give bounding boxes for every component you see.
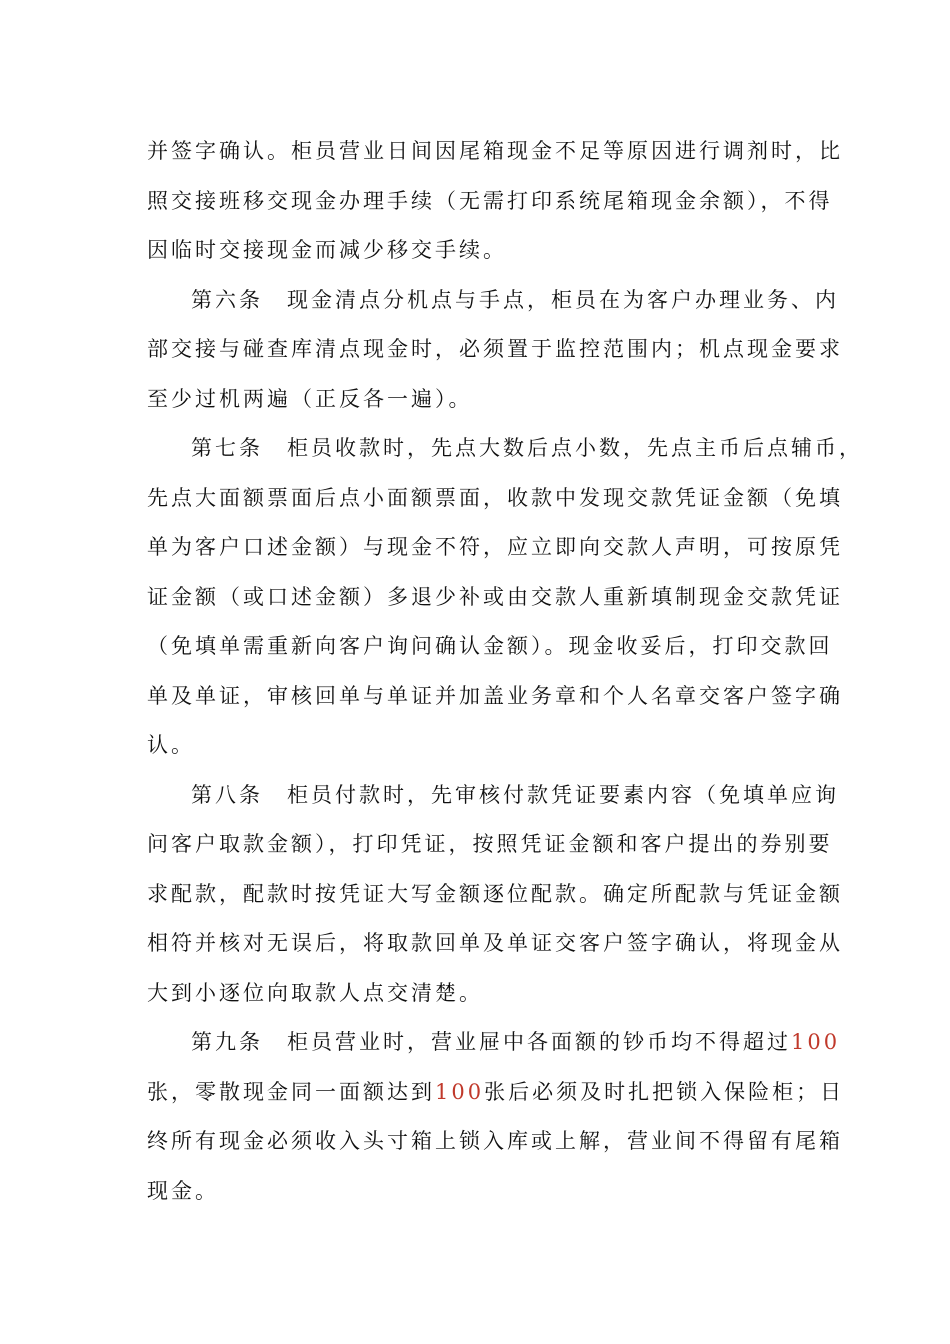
document-body [147, 127, 863, 1216]
article-9-text: 张后必须及时扎把锁入保险柜；日 [484, 1079, 845, 1104]
article-9-text: 张，零散现金同一面额达到 [147, 1079, 435, 1104]
text-line: 求配款，配款时按凭证大写金额逐位配款。确定所配款与凭证金额 [147, 881, 843, 906]
text-line: 大到小逐位向取款人点交清楚。 [147, 980, 483, 1005]
text-line: （免填单需重新向客户询问确认金额）。现金收妥后，打印交款回 [147, 634, 833, 658]
article-9-first-line [147, 1018, 841, 1068]
text-line: 证金额（或口述金额）多退少补或由交款人重新填制现金交款凭证 [147, 584, 843, 609]
text-line: 因临时交接现金而减少移交手续。 [147, 238, 507, 262]
text-line: 单为客户口述金额）与现金不符，应立即向交款人声明，可按原凭 [147, 535, 843, 559]
text-line [147, 1068, 845, 1118]
text-line: 并签字确认。柜员营业日间因尾箱现金不足等原因进行调剂时，比 [147, 139, 843, 163]
text-line: 部交接与碰查库清点现金时，必须置于监控范围内；机点现金要求 [147, 337, 843, 361]
text-line: 相符并核对无误后，将取款回单及单证交客户签字确认，将现金从 [147, 931, 843, 955]
article-9-text: 第九条 柜员营业时，营业屉中各面额的钞币均不得超过 [191, 1030, 791, 1054]
text-line: 先点大面额票面后点小面额票面，收款中发现交款凭证金额（免填 [147, 485, 843, 510]
number-highlight: 100 [791, 1030, 841, 1054]
text-line: 照交接班移交现金办理手续（无需打印系统尾箱现金余额），不得 [147, 188, 833, 213]
text-line: 终所有现金必须收入头寸箱上锁入库或上解，营业间不得留有尾箱 [147, 1129, 843, 1153]
text-line: 问客户取款金额），打印凭证，按照凭证金额和客户提出的券别要 [147, 832, 833, 856]
article-6-first-line: 第六条 现金清点分机点与手点，柜员在为客户办理业务、内 [191, 287, 839, 312]
article-7-first-line: 第七条 柜员收款时，先点大数后点小数，先点主币后点辅币， [191, 436, 863, 460]
text-line: 认。 [147, 733, 195, 757]
text-line: 至少过机两遍（正反各一遍）。 [147, 386, 473, 411]
text-line: 单及单证，审核回单与单证并加盖业务章和个人名章交客户签字确 [147, 683, 843, 708]
text-line: 现金。 [147, 1178, 219, 1203]
number-highlight: 100 [435, 1079, 485, 1104]
article-8-first-line: 第八条 柜员付款时，先审核付款凭证要素内容（免填单应询 [191, 782, 839, 807]
